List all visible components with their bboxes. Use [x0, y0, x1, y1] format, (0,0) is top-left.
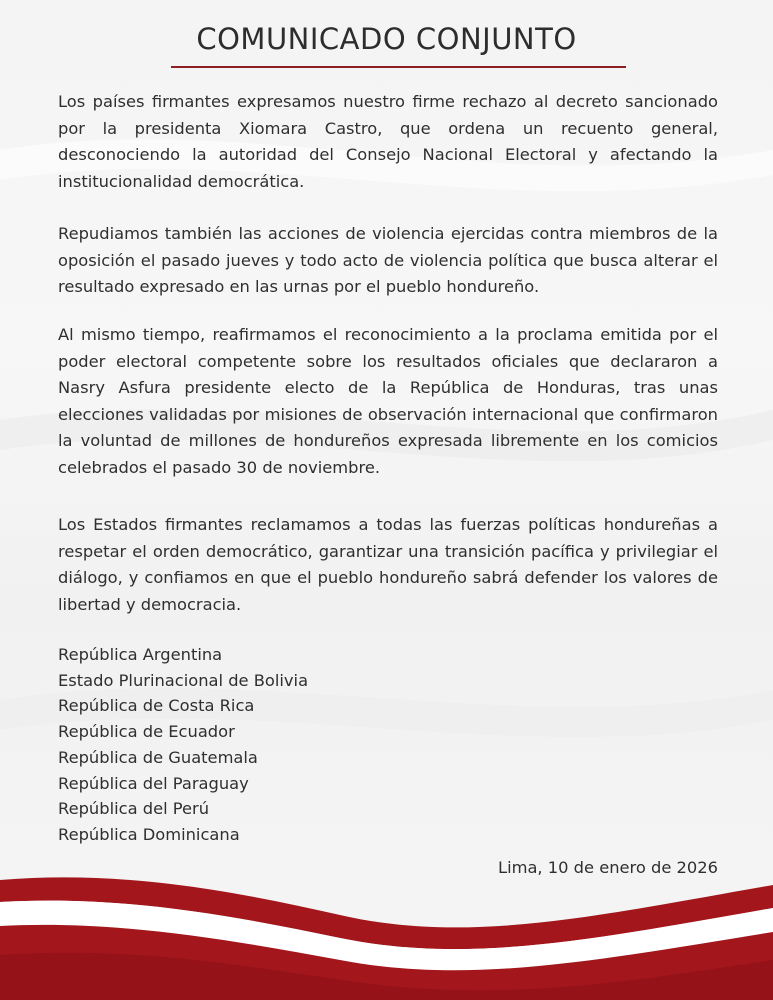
signatory-item: República del Perú [58, 799, 210, 819]
signatory-item: República Dominicana [58, 824, 240, 844]
signatory-item: República del Paraguay [58, 773, 249, 793]
signatory-item: República de Guatemala [58, 747, 258, 767]
signatory-item: República Argentina [58, 645, 223, 664]
paragraph-4: Los Estados firmantes reclamamos a todas las fuerzas políticas hondureñas a respetar el orden democrático, garantizar una transición pacífica y privilegiar el diálogo, y confiamos en que el pueblo hondureño sabrá defender los valores de libertad y democracia. [58, 515, 718, 614]
signatory-item: Estado Plurinacional de Bolivia [58, 670, 309, 690]
title-underline [171, 66, 626, 68]
page-title: COMUNICADO CONJUNTO [196, 22, 577, 56]
date-line: Lima, 10 de enero de 2026 [498, 858, 718, 877]
flag-banner [0, 860, 773, 1000]
paragraph-2: Repudiamos también las acciones de violencia ejercidas contra miembros de la oposición el pasado jueves y todo acto de violencia política que busca alterar el resultado expresado en las urnas por el pueblo hondureño. [58, 224, 718, 297]
paragraph-3: Al mismo tiempo, reafirmamos el reconocimiento a la proclama emitida por el poder electoral competente sobre los resultados oficiales que declararon a Nasry Asfura presidente electo de la República de Honduras, tras unas elecciones validadas por misiones de observación internacional que confirmaron la voluntad de millones de hondureños expresada libremente en los comicios celebrados el pasado 30 de noviembre. [58, 325, 718, 477]
signatory-item: República de Costa Rica [58, 696, 255, 716]
signatories-list [58, 642, 308, 848]
paragraph-1: Los países firmantes expresamos nuestro firme rechazo al decreto sancionado por la presidenta Xiomara Castro, que ordena un recuento general, desconociendo la autoridad del Consejo Nacional Electoral y afectando la institucionalidad democrática. [58, 92, 718, 191]
signatory-item: República de Ecuador [58, 722, 235, 742]
